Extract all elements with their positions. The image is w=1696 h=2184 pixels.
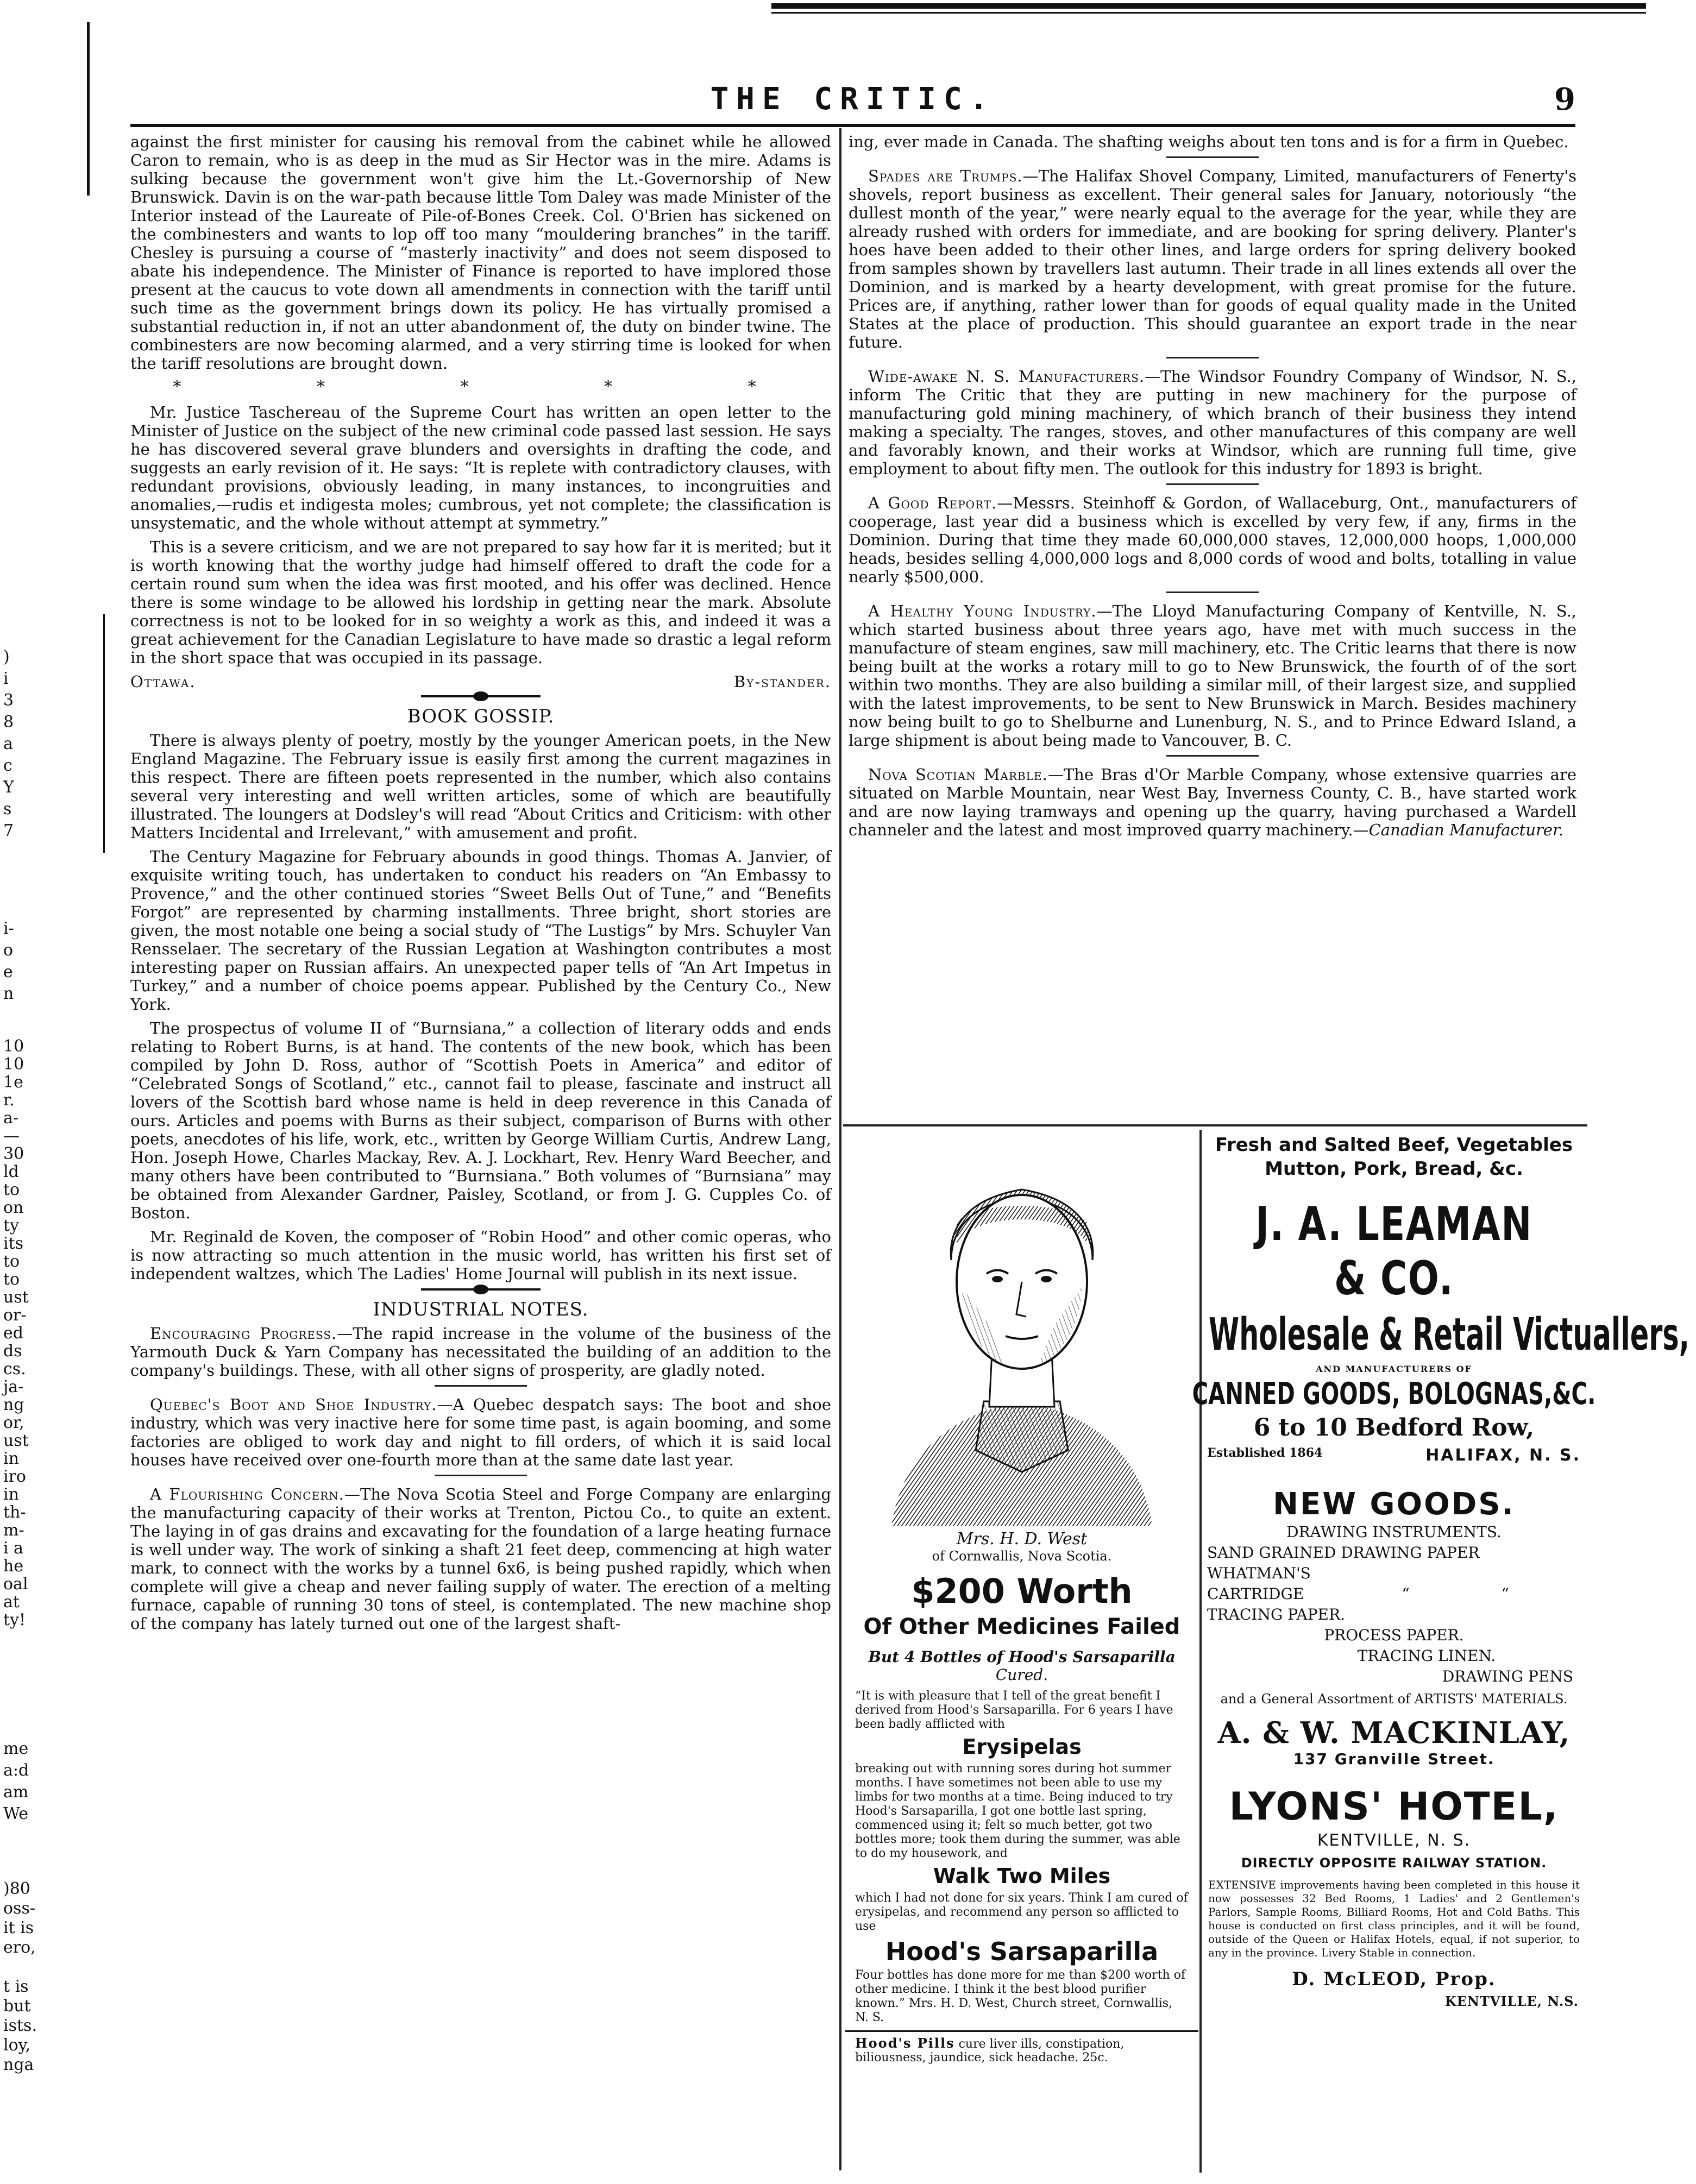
short-rule (1166, 755, 1259, 757)
firm-name: A. & W. MACKINLAY, (1217, 1715, 1571, 1750)
margin-rule (103, 614, 105, 853)
short-rule (1166, 156, 1259, 158)
hoods-sarsaparilla-ad (845, 1135, 1198, 2065)
goods-list (1204, 1522, 1584, 1687)
section-heading-book-gossip: BOOK GOSSIP. (407, 706, 555, 727)
list-item: WHATMAN'S (1207, 1564, 1311, 1582)
list-item: TRACING PAPER. (1207, 1606, 1345, 1623)
list-item: DRAWING PENS (1442, 1667, 1573, 1685)
left-column (130, 133, 831, 1638)
hoods-pills-notice: Hood's Pills cure liver ills, constipation, biliousness, jaundice, sick headache. 25c. (845, 2030, 1198, 2065)
right-column (849, 133, 1576, 845)
paragraph: Wide-awake N. S. Manufacturers.—The Windsor Foundry Company of Windsor, N. S., inform The Critic that they are putting in new machinery for the purpose of manufacturing gold mining machinery, of which branch of their business they intend making a specialty. The ranges, stoves, and other manufactures of this company are well and favorably known, and their works at Windsor, which are running full time, give employment to about fifty men. The outlook for this industry for 1893 is bright. (849, 367, 1576, 478)
paragraph: There is always plenty of poetry, mostly by the younger American poets, in the New England Magazine. The February issue is easily first among the current magazines in this respect. There are fifteen poets represented in the number, which also contains several very interesting and well written articles, some of which are beautifully illustrated. The loungers at Dodsley's will read “About Critics and Criticism: with other Matters Incidental and Irrelevant,” with amusement and profit. (130, 731, 831, 842)
ad-divider (1199, 1130, 1202, 2173)
header-rule (130, 124, 1575, 127)
item-heading: Spades are Trumps. (868, 167, 1023, 185)
ad-tagline: But 4 Bottles of Hood's Sarsaparilla (868, 1648, 1176, 1666)
ad-line: and a General Assortment of ARTISTS' MATERIALS. (1220, 1691, 1568, 1707)
ad-subhead-walk: Walk Two Miles (933, 1864, 1111, 1888)
item-heading: A Good Report. (868, 494, 997, 512)
margin-fragment-1: ) i 3 8 a c Y s 7 (3, 647, 14, 840)
margin-fragment-2: i- o e n (3, 919, 14, 1003)
section-stars: * * * * * (173, 377, 821, 396)
list-item: CARTRIDGE “ “ (1207, 1585, 1553, 1603)
testimonial-text: breaking out with running sores during hot summer months. I have sometimes not been able to use my limbs for two months at a time. Being induced to try Hood's Sarsaparilla, I got one bottle last spring, commenced using it; felt so much better, got two bottles more; took them during the summer, was able to do my housework, and (855, 1762, 1180, 1860)
city: HALIFAX, N. S. (1425, 1446, 1581, 1465)
ad-line: Fresh and Salted Beef, Vegetables (1215, 1134, 1573, 1156)
margin-rule (87, 22, 90, 196)
paragraph: Nova Scotian Marble.—The Bras d'Or Marble Company, whose extensive quarries are situated on Marble Mountain, near West Bay, Inverness County, C. B., have started work and are now laying tramways and opening up the quarry, having purchased a Wardell channeler and the latest and most improved quarry machinery.—Canadian Manufacturer. (849, 765, 1576, 839)
paragraph: A Healthy Young Industry.—The Lloyd Manufacturing Company of Kentville, N. S., which started business about three years ago, have met with much success in the manufacture of steam engines, saw mill machinery, etc. The Critic learns that there is now being built at the works a rotary mill to go to New Brunswick, the fourth of of the sort within two months. They are also building a similar mill, of their largest size, and supplied with the latest improvements, to be sent to New Brunswick in March. Besides machinery now being built to go to Shelburne and Lunenburg, N. S., and to Prince Edward Island, a large shipment is about being made to Vancouver, B. C. (849, 602, 1576, 750)
paragraph: Encouraging Progress.—The rapid increase in the volume of the business of the Yarmouth Duck & Yarn Company has necessitated the building of an addition to the company's buildings. These, with all other signs of prosperity, are gladly noted. (130, 1324, 832, 1380)
paragraph: The prospectus of volume II of “Burnsiana,” a collection of literary odds and ends relating to Robert Burns, is at hand. The contents of the new book, which has been compiled by John D. Ross, author of “Scottish Poets in America” and editor of “Celebrated Songs of Scotland,” etc., cannot fail to please, fascinate and instruct all lovers of the Scottish bard whose name is held in deep reverence in this Canada of ours. Articles and poems with Burns as their subject, comparison of Burns with other poets, anecdotes of his life, work, etc., written by George William Curtis, Andrew Lang, Hon. Joseph Howe, Charles Mackay, Rev. A. J. Lockhart, Rev. Henry Ward Beecher, and many others have been contributed to “Burnsiana.” Both volumes of “Burnsiana” may be obtained from Alexander Gardner, Paisley, Scotland, or from J. G. Cupples Co. of Boston. (130, 1019, 831, 1222)
top-rule-thin (771, 12, 1646, 14)
short-rule (1166, 591, 1259, 593)
firm-name: J. A. LEAMAN & CO. (1255, 1197, 1532, 1306)
item-heading: A Healthy Young Industry. (868, 602, 1097, 620)
short-rule (1166, 483, 1259, 485)
ad-tagline-cured: Cured. (995, 1666, 1048, 1684)
list-item: TRACING LINEN. (1357, 1647, 1496, 1665)
ad-line: CANNED GOODS, BOLOGNAS,&C. (1192, 1376, 1596, 1412)
paragraph: Mr. Justice Taschereau of the Supreme Court has written an open letter to the Minister of Justice on the subject of the new criminal code passed last session. He says he has discovered several grave blunders and oversights in drafting the code, and suggests an early revision of it. He says: “It is replete with contradictory clauses, with redundant provisions, obviously leading, in many instances, to incongruities and anomalies,—rudis et indigesta moles; cumbrous, yet not complete; the classification is unsystematic, and the whole without attempt at symmetry.” (130, 403, 831, 532)
hotel-name: LYONS' HOTEL, (1229, 1784, 1559, 1829)
ad-headline: NEW GOODS. (1273, 1487, 1515, 1522)
short-rule (435, 1475, 527, 1476)
testimonial-text: Four bottles has done more for me than $200 worth of other medicine. I think it the best blood purifier known.” Mrs. H. D. West, Church street, Cornwallis, N. S. (855, 1968, 1186, 2024)
ad-line: Mutton, Pork, Bread, &c. (1265, 1158, 1523, 1180)
item-heading: Quebec's Boot and Shoe Industry. (150, 1395, 437, 1414)
byline-place: Ottawa. (130, 672, 196, 691)
testimonial-text: which I had not done for six years. Think I am cured of erysipelas, and recommend any person so afflicted to use (855, 1891, 1188, 1933)
column-rule (839, 128, 841, 2170)
portrait-caption: Mrs. H. D. West (956, 1530, 1088, 1549)
section-heading-industrial-notes: INDUSTRIAL NOTES. (373, 1299, 589, 1320)
list-item: PROCESS PAPER. (1324, 1626, 1464, 1644)
ornamental-separator (421, 1288, 541, 1291)
item-heading: Wide-awake N. S. Manufacturers. (868, 367, 1145, 386)
margin-fragment-4: me a:d am We (3, 1739, 29, 1823)
source-credit: —Canadian Manufacturer. (1353, 821, 1563, 839)
paragraph: Mr. Reginald de Koven, the composer of “Robin Hood” and other comic operas, who is now attracting so much attention in the music world, has written his first set of independent waltzes, which The Ladies' Home Journal will publish in its next issue. (130, 1228, 831, 1283)
page-title: THE CRITIC. (710, 81, 996, 117)
leaman-ad (1192, 1133, 1689, 1465)
short-rule (1166, 357, 1259, 358)
ad-subhead-erysipelas: Erysipelas (962, 1735, 1082, 1759)
masthead (130, 81, 1575, 119)
paragraph: This is a severe criticism, and we are not prepared to say how far it is merited; but it is worth knowing that the worthy judge had himself offered to draft the code for a certain round sum when the idea was first mooted, and his offer was declined. Hence there is some windage to be allowed his lordship in getting near the mark. Absolute correctness is not to be looked for in so weighty a work as this, and indeed it was a great achievement for the Canadian Legislature to have made so drastic a legal reform in the short space that was occupied in its passage. (130, 538, 831, 667)
portrait-caption-place: of Cornwallis, Nova Scotia. (932, 1549, 1112, 1564)
lyons-hotel-ad (1204, 1784, 1584, 2009)
ad-footer (1204, 1446, 1584, 1465)
portrait-engraving-icon (881, 1146, 1163, 1526)
right-ads (1192, 1133, 1689, 2009)
ad-subheadline: Of Other Medicines Failed (863, 1614, 1180, 1639)
list-item: DRAWING INSTRUMENTS. (1286, 1523, 1502, 1541)
firm-address: 137 Granville Street. (1293, 1750, 1495, 1768)
hotel-description: EXTENSIVE improvements having been completed in this house it now possesses 32 Bed Rooms, 1 Ladies' and 2 Gentlemen's Parlors, Sample Rooms, Billiard Rooms, Hot and Cold Baths. This house is conducted on first class principles, and it will be found, outside of the Queen or Halifax Hotels, equal, if not superior, to any in the province. Livery Stable in connection. (1208, 1878, 1580, 1959)
list-item: SAND GRAINED DRAWING PAPER (1207, 1544, 1480, 1562)
paragraph: against the first minister for causing his removal from the cabinet while he allowed Caron to remain, who is as deep in the mud as Sir Hector was in the mire. Adams is sulking because the government won't give him the Lt.-Governorship of New Brunswick. Davin is on the war-path because little Tom Daley was made Minister of the Interior instead of the Laureate of Pile-of-Bones Creek. Col. O'Brien has sickened on the combinesters and wants to lop off too many “mouldering branches” in the tariff. Chesley is pursuing a course of “masterly inactivity” and does not seem disposed to abate his independence. The Minister of Finance is reported to have implored those present at the caucus to vote down all amendments in connection with the tariff until such time as the government brings down its policy. He has virtually promised a substantial reduction in, if not an utter abandonment of, the duty on binder twine. The combinesters are now becoming alarmed, and a very stirring time is looked for when the tariff resolutions are brought down. (130, 133, 831, 373)
paragraph: The Century Magazine for February abounds in good things. Thomas A. Janvier, of exquisite writing touch, has undertaken to conduct his readers on “An Embassy to Provence,” and the other continued stories “Sweet Bells Out of Tune,” and “Benefits Forgot” are represented by charming installments. Three bright, short stories are given, the most notable one being a social study of “The Lustigs” by Mrs. Schuyler Van Rensselaer. The secretary of the Russian Legation at Washington contributes a most interesting paper on Russian affairs. An unexpected paper tells of “An Art Impetus in Turkey,” and a number of choice poems appear. Published by the Century Co., New York. (130, 847, 831, 1014)
paragraph: Quebec's Boot and Shoe Industry.—A Quebec despatch says: The boot and shoe industry, which was very inactive here for some time past, is again booming, and some factories are obliged to work day and night to fill orders, of which it is said local houses have received over one-fourth more than at the same date last year. (130, 1395, 831, 1469)
firm-trade: Wholesale & Retail Victuallers, (1209, 1309, 1689, 1361)
top-rule (771, 3, 1646, 9)
testimonial-text: “It is with pleasure that I tell of the great benefit I derived from Hood's Sarsaparilla. For 6 years I have been badly afflicted with (855, 1689, 1173, 1731)
firm-address: 6 to 10 Bedford Row, (1253, 1414, 1535, 1442)
margin-fragment-5: )80 oss- it is ero, t is but ists. loy, nga (3, 1879, 37, 2074)
pills-name: Hood's Pills (855, 2035, 955, 2051)
ornamental-separator (421, 695, 541, 697)
short-rule (435, 1385, 527, 1387)
item-heading: Encouraging Progress. (150, 1324, 337, 1343)
ad-line: AND MANUFACTURERS OF (1316, 1364, 1472, 1374)
hotel-location: DIRECTLY OPPOSITE RAILWAY STATION. (1241, 1855, 1547, 1871)
ditto-marks: “ “ (1402, 1585, 1553, 1603)
page-number: 9 (1554, 81, 1575, 117)
paragraph: A Good Report.—Messrs. Steinhoff & Gordon, of Wallaceburg, Ont., manufacturers of cooperage, last year did a business which is excelled by very few, if any, firms in the Dominion. During that time they made 60,000,000 staves, 12,000,000 hoops, 1,000,000 heads, besides selling 4,000,000 logs and 8,000 cords of wood and bolts, totalling in value nearly $500,000. (849, 494, 1576, 586)
ad-product-name: Hood's Sarsaparilla (885, 1937, 1159, 1966)
item-heading: A Flourishing Concern. (150, 1485, 344, 1503)
byline-author: By-stander. (733, 672, 831, 691)
proprietor: D. McLEOD, Prop. (1292, 1968, 1496, 1990)
hotel-city-footer: KENTVILLE, N.S. (1444, 1993, 1579, 2009)
hotel-city: KENTVILLE, N. S. (1317, 1831, 1471, 1850)
paragraph: Spades are Trumps.—The Halifax Shovel Company, Limited, manufacturers of Fenerty's shovels, report business as excellent. Their general sales for January, notoriously “the dullest month of the year,” were nearly equal to the average for the year, while they are already rushed with orders for immediate, and are booking for spring delivery. Planter's hoes have been added to their other lines, and large orders for spring delivery booked from samples shown by travellers last autumn. Their trade in all lines extends all over the Dominion, and is marked by a hearty development, with great promise for the future. Prices are, if anything, rather lower than for goods of equal quality made in the United States at the place of production. This should guarantee an export trade in the near future. (849, 167, 1576, 351)
mackinlay-ad (1204, 1487, 1584, 1768)
byline (130, 672, 831, 691)
item-heading: Nova Scotian Marble. (868, 765, 1048, 784)
ad-headline: $200 Worth (911, 1571, 1133, 1611)
paragraph: ing, ever made in Canada. The shafting weighs about ten tons and is for a firm in Quebec. (849, 133, 1569, 151)
paragraph: A Flourishing Concern.—The Nova Scotia Steel and Forge Company are enlarging the manufacturing capacity of their works at Trenton, Pictou Co., to quite an extent. The laying in of gas drains and excavating for the foundation of a large heating furnace is well under way. The work of sinking a shaft 21 feet deep, commencing at high water mark, to connect with the works by a tunnel 6x6, is being pushed rapidly, which when complete will give a cheap and never failing supply of water. The erection of a melting furnace, capable of running 30 tons of steel, is contemplated. The new machine shop of the company has lately turned out one of the largest shaft- (130, 1485, 831, 1633)
margin-fragment-3: 10 10 1e r. a- — 30 ld to on ty its to to ust or- ed ds cs. ja- ng or, ust in iro in th- m- i a he oal at ty! (3, 1037, 29, 1629)
established: Established 1864 (1207, 1446, 1323, 1460)
ad-frame-rule (843, 1124, 1587, 1126)
